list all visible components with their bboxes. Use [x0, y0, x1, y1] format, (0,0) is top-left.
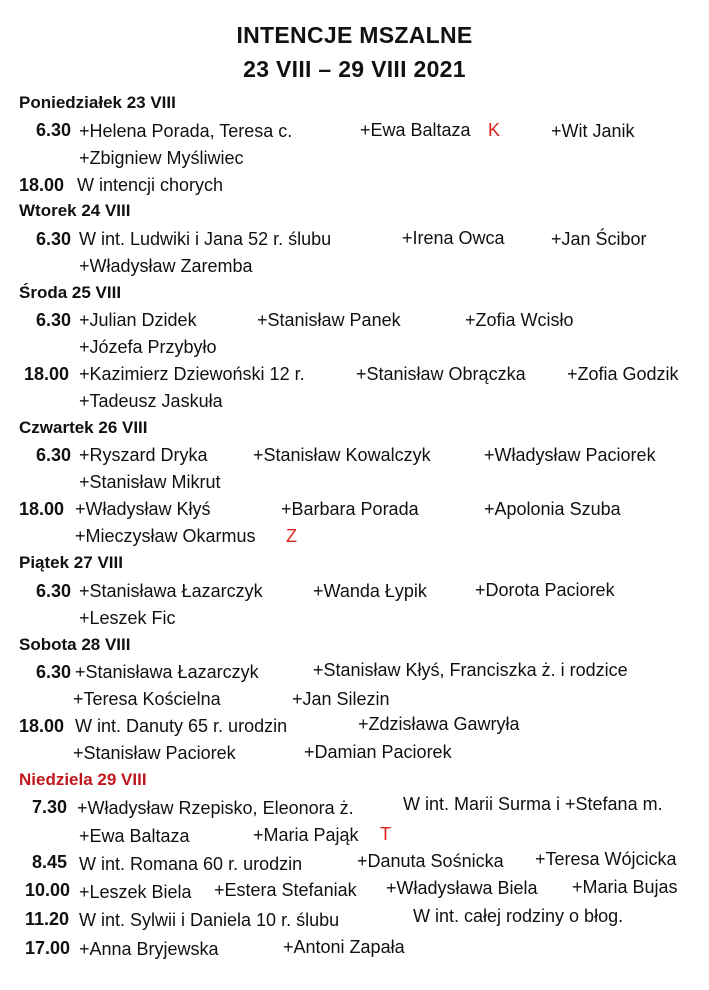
intention: +Zbigniew Myśliwiec: [79, 148, 244, 168]
intention: W int. Romana 60 r. urodzin: [79, 854, 303, 874]
day-heading-wednesday: Środa 25 VIII: [19, 283, 122, 302]
intention: +Helena Porada, Teresa c.: [79, 121, 293, 141]
intention: +Stanisław Kowalczyk: [253, 445, 431, 465]
intention: +Maria Pająk: [253, 825, 359, 845]
intention: +Mieczysław Okarmus: [75, 526, 256, 546]
intention: W intencji chorych: [77, 175, 224, 195]
intention: W int. Sylwii i Daniela 10 r. ślubu: [79, 910, 340, 930]
intention: +Stanisław Panek: [257, 310, 401, 330]
intention: +Józefa Przybyło: [79, 337, 217, 357]
intention: +Zofia Godzik: [567, 364, 679, 384]
intention: +Dorota Paciorek: [475, 580, 615, 600]
annotation-mark: K: [488, 120, 501, 140]
intention: +Ewa Baltaza: [79, 826, 190, 846]
intention: +Władysław Kłyś: [75, 499, 211, 519]
intention: +Zofia Wcisło: [465, 310, 574, 330]
intention: +Apolonia Szuba: [484, 499, 621, 519]
intention: +Danuta Sośnicka: [357, 851, 504, 871]
intention: +Stanisław Mikrut: [79, 472, 221, 492]
intention: +Stanisława Łazarczyk: [75, 662, 259, 682]
intention: +Władysław Zaremba: [79, 256, 253, 276]
intention: W int. Ludwiki i Jana 52 r. ślubu: [79, 229, 332, 249]
mass-time: 6.30: [36, 310, 72, 330]
intention: +Estera Stefaniak: [214, 880, 357, 900]
mass-time: 18.00: [24, 364, 70, 384]
day-heading-friday: Piątek 27 VIII: [19, 553, 123, 572]
intention: +Leszek Biela: [79, 882, 192, 902]
intention: +Władysław Paciorek: [484, 445, 656, 465]
intention: +Władysław Rzepisko, Eleonora ż.: [77, 798, 354, 818]
intention: +Leszek Fic: [79, 608, 176, 628]
intention: +Ewa Baltaza: [360, 120, 471, 140]
mass-time: 11.20: [25, 909, 70, 929]
day-heading-thursday: Czwartek 26 VIII: [19, 418, 148, 437]
page-date-range: 23 VIII – 29 VIII 2021: [243, 56, 466, 82]
intention: +Władysława Biela: [386, 878, 538, 898]
intention: +Zdzisława Gawryła: [358, 714, 520, 734]
mass-time: 6.30: [36, 445, 72, 465]
mass-time: 6.30: [36, 662, 72, 682]
intention: +Maria Bujas: [572, 877, 678, 897]
day-heading-saturday: Sobota 28 VIII: [19, 635, 131, 654]
mass-time: 18.00: [19, 499, 65, 519]
intention: +Barbara Porada: [281, 499, 419, 519]
mass-time: 6.30: [36, 581, 72, 601]
page-title: INTENCJE MSZALNE: [236, 22, 473, 48]
mass-time: 18.00: [19, 716, 65, 736]
mass-time: 7.30: [32, 797, 68, 817]
intention: W int. Marii Surma i +Stefana m.: [403, 794, 663, 814]
intention: +Tadeusz Jaskuła: [79, 391, 223, 411]
intention: +Teresa Wójcicka: [535, 849, 677, 869]
mass-time: 8.45: [32, 852, 68, 872]
intention: +Stanisław Paciorek: [73, 743, 236, 763]
day-heading-sunday: Niedziela 29 VIII: [19, 770, 147, 789]
mass-time: 6.30: [36, 120, 72, 140]
day-heading-monday: Poniedziałek 23 VIII: [19, 93, 176, 112]
day-heading-tuesday: Wtorek 24 VIII: [19, 201, 131, 220]
intention: +Wanda Łypik: [313, 581, 427, 601]
intention: +Jan Silezin: [292, 689, 390, 709]
intention: +Stanisław Obrączka: [356, 364, 526, 384]
mass-time: 10.00: [25, 880, 71, 900]
intention: +Anna Bryjewska: [79, 939, 219, 959]
mass-time: 18.00: [19, 175, 65, 195]
intention: +Teresa Kościelna: [73, 689, 221, 709]
intention: +Jan Ścibor: [551, 229, 647, 249]
intention: +Stanisława Łazarczyk: [79, 581, 263, 601]
intention: +Ryszard Dryka: [79, 445, 208, 465]
intention: W int. całej rodziny o błog.: [413, 906, 624, 926]
intention: +Wit Janik: [551, 121, 635, 141]
annotation-mark: T: [380, 824, 391, 844]
mass-time: 17.00: [25, 938, 71, 958]
intention: +Antoni Zapała: [283, 937, 405, 957]
annotation-mark: Z: [286, 526, 297, 546]
intention: +Irena Owca: [402, 228, 505, 248]
intention: W int. Danuty 65 r. urodzin: [75, 716, 288, 736]
intention: +Damian Paciorek: [304, 742, 452, 762]
mass-time: 6.30: [36, 229, 72, 249]
intention: +Julian Dzidek: [79, 310, 197, 330]
intention: +Kazimierz Dziewoński 12 r.: [79, 364, 305, 384]
intention: +Stanisław Kłyś, Franciszka ż. i rodzice: [313, 660, 628, 680]
